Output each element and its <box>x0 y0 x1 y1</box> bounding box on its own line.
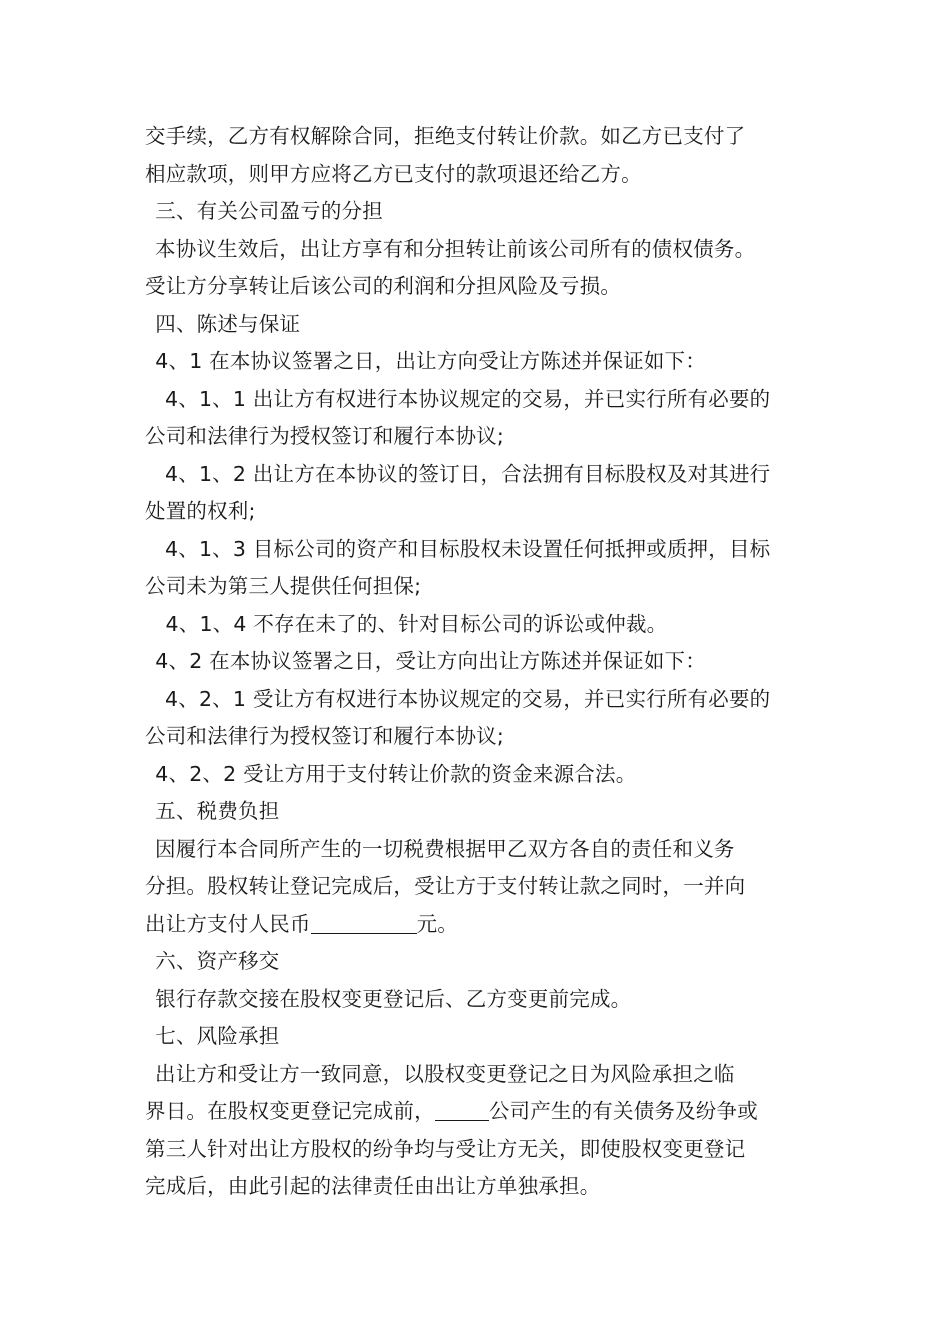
section-heading-taxes: 五、税费负担 <box>155 799 280 823</box>
section-heading-representations: 四、陈述与保证 <box>155 311 301 336</box>
text-line: 出让方和受让方一致同意，以股权变更登记之日为风险承担之临 <box>155 1061 735 1086</box>
paragraph-risk <box>145 1056 810 1206</box>
paragraph-taxes <box>145 831 810 944</box>
section-heading-risk: 七、风险承担 <box>155 1024 280 1048</box>
text-line: 公司和法律行为授权签订和履行本协议; <box>145 424 505 448</box>
text-line: 公司未为第三人提供任何担保; <box>145 574 422 598</box>
text-line: 4、2、1 受让方有权进行本协议规定的交易，并已实行所有必要的 <box>165 686 771 711</box>
text-line: 元。 <box>416 911 459 936</box>
clause-4-2-2: 4、2、2 受让方用于支付转让价款的资金来源合法。 <box>155 761 637 786</box>
clause-4-2: 4、2 在本协议签署之日，受让方向出让方陈述并保证如下： <box>155 649 706 673</box>
text-line: 第三人针对出让方股权的纷争均与受让方无关，即使股权变更登记 <box>145 1136 746 1161</box>
section-heading-asset-handover: 六、资产移交 <box>155 949 280 973</box>
section-heading-profit-loss: 三、有关公司盈亏的分担 <box>155 199 383 223</box>
paragraph-profit-loss <box>145 231 810 306</box>
text-line: 相应款项，则甲方应将乙方已支付的款项退还给乙方。 <box>145 161 642 186</box>
text-line: 分担。股权转让登记完成后，受让方于支付转让款之同时，一并向 <box>145 874 746 898</box>
text-line: 出让方支付人民币 <box>145 911 311 936</box>
text-line: 受让方分享转让后该公司的利润和分担风险及亏损。 <box>145 274 622 298</box>
text-line: 因履行本合同所产生的一切税费根据甲乙双方各自的责任和义务 <box>155 836 735 861</box>
text-line: 公司产生的有关债务及纷争或 <box>488 1099 758 1123</box>
text-line: 完成后，由此引起的法律责任由出让方单独承担。 <box>145 1174 601 1198</box>
text-line: 4、1、3 目标公司的资产和目标股权未设置任何抵押或质押，目标 <box>165 536 771 561</box>
paragraph-asset-handover: 银行存款交接在股权变更登记后、乙方变更前完成。 <box>155 986 632 1011</box>
company-name-blank-field[interactable] <box>435 1100 489 1121</box>
text-line: 本协议生效后，出让方享有和分担转让前该公司所有的债权债务。 <box>155 236 756 261</box>
amount-blank-field[interactable] <box>311 913 417 934</box>
clause-4-1-1 <box>145 381 810 456</box>
text-line: 交手续，乙方有权解除合同，拒绝支付转让价款。如乙方已支付了 <box>145 124 746 148</box>
text-line: 4、1、1 出让方有权进行本协议规定的交易，并已实行所有必要的 <box>165 386 771 411</box>
paragraph-transfer-procedure <box>145 118 810 193</box>
text-line: 处置的权利; <box>145 499 256 523</box>
text-line: 4、1、2 出让方在本协议的签订日，合法拥有目标股权及对其进行 <box>165 461 771 486</box>
clause-4-1: 4、1 在本协议签署之日，出让方向受让方陈述并保证如下： <box>155 349 706 373</box>
text-line: 界日。在股权变更登记完成前， <box>145 1099 435 1123</box>
text-line: 公司和法律行为授权签订和履行本协议; <box>145 724 505 748</box>
document-body <box>145 118 810 1206</box>
clause-4-1-4: 4、1、4 不存在未了的、针对目标公司的诉讼或仲裁。 <box>165 611 668 636</box>
clause-4-1-2 <box>145 456 810 531</box>
clause-4-1-3 <box>145 531 810 606</box>
clause-4-2-1 <box>145 681 810 756</box>
